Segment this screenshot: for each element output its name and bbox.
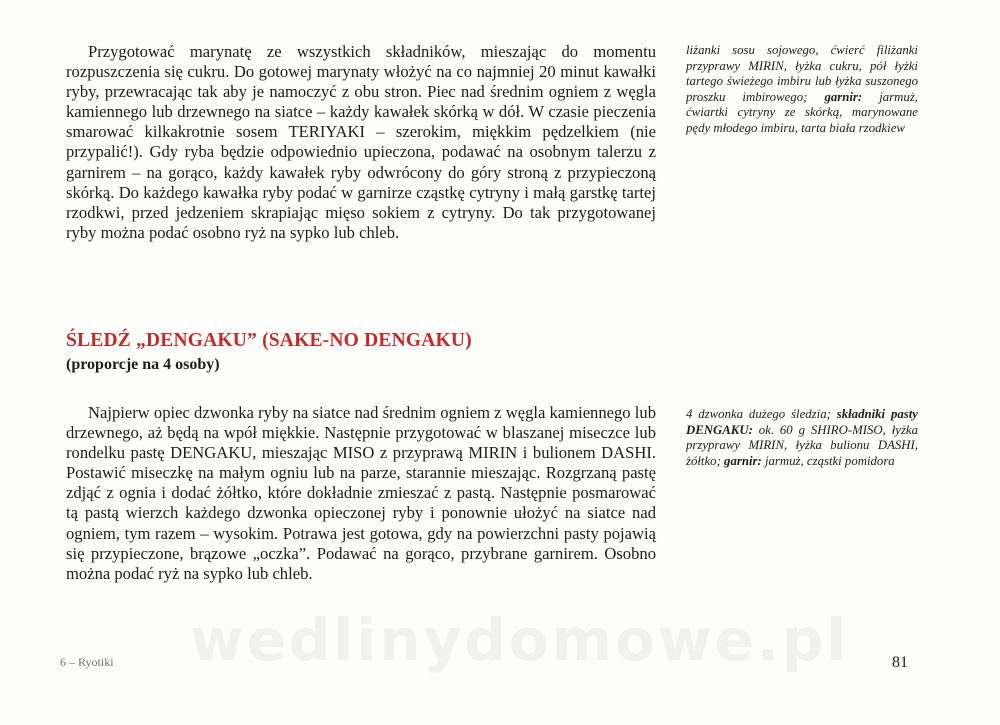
running-head: 6 – Ryotiki [60, 655, 114, 669]
recipe-1-ingredients-text: liżanki sosu sojowego, ćwierć filiżanki przyprawy MIRIN, łyżka cukru, pół łyżki tartego świeżego imbiru lub łyżka suszonego proszku imbirowego; [686, 43, 918, 104]
recipe-2-ingredients [686, 407, 918, 469]
recipe-2-paste-text: ok. 60 g SHIRO-MISO, łyżka przyprawy MIRIN, łyżka bulionu DASHI, żółtko; [686, 422, 919, 468]
recipe-1-ingredients [686, 43, 918, 137]
recipe-2-ingredients-lead: 4 dzwonka dużego śledzia; [686, 407, 831, 421]
recipe-2-garnish-text: jarmuż, cząstki pomidora [764, 453, 895, 468]
recipe-2-portions: (proporcje na 4 osoby) [66, 356, 220, 373]
recipe-1-garnish-text: jarmuż, ćwiartki cytryny ze skórką, marynowane pędy młodego imbiru, tarta biała rzodkiew [686, 89, 919, 135]
recipe-1-method: Przygotować marynatę ze wszystkich składników, mieszając do momentu rozpuszczenia się cukru. Do gotowej marynaty włożyć na co najmniej 20 minut kawałki ryby, przewracając tak aby je namoczyć z obu stron. Piec nad średnim ogniem z węgla kamiennego lub drzewnego na siatce – każdy kawałek skórką w dół. W czasie pieczenia smarować kilkakrotnie sosem TERIYAKI – szerokim, miękkim pędzelkiem (nie przypalić!). Gdy ryba będzie odpowiednio upieczona, podawać na osobnym talerzu z garnirem – na gorąco, każdy kawałek ryby odwrócony do góry stroną z przypieczoną skórką. Do każdego kawałka ryby podać w garnirze cząstkę cytryny i małą garstkę tartej rzodkwi, przed jedzeniem skrapiając mięso sokiem z cytryny. Do tak przygotowanej ryby można podać osobno ryż na sypko lub chleb. [66, 42, 656, 242]
watermark: wedlinydomowe.pl [190, 606, 850, 674]
recipe-2-paste-label: składniki pasty DENGAKU: [686, 407, 918, 437]
page-number: 81 [892, 654, 908, 671]
recipe-2-method: Najpierw opiec dzwonka ryby na siatce nad średnim ogniem z węgla kamiennego lub drzewnego, aż będą na wpół miękkie. Następnie przygotować w blaszanej miseczce lub rondelku pastę DENGAKU, mieszając MISO z przyprawą MIRIN i bulionem DASHI. Postawić miseczkę na małym ogniu lub na parze, starannie mieszając. Rozgrzaną pastę zdjąć z ognia i dodać żółtko, które dokładnie zmieszać z pastą. Następnie posmarować tą pastą wierzch każdego dzwonka opieczonej ryby i ponownie ułożyć na siatce nad ogniem, tym razem – wysokim. Potrawa jest gotowa, gdy na powierzchni pasty pojawią się przypieczone, brązowe „oczka”. Podawać na gorąco, przybrane garnirem. Osobno można podać ryż na sypko lub chleb. [66, 403, 656, 583]
recipe-2-garnish-label: garnir: [724, 453, 762, 468]
recipe-1-garnish-label: garnir: [824, 89, 863, 104]
recipe-2-title: ŚLEDŹ „DENGAKU” (SAKE-NO DENGAKU) [66, 330, 472, 351]
